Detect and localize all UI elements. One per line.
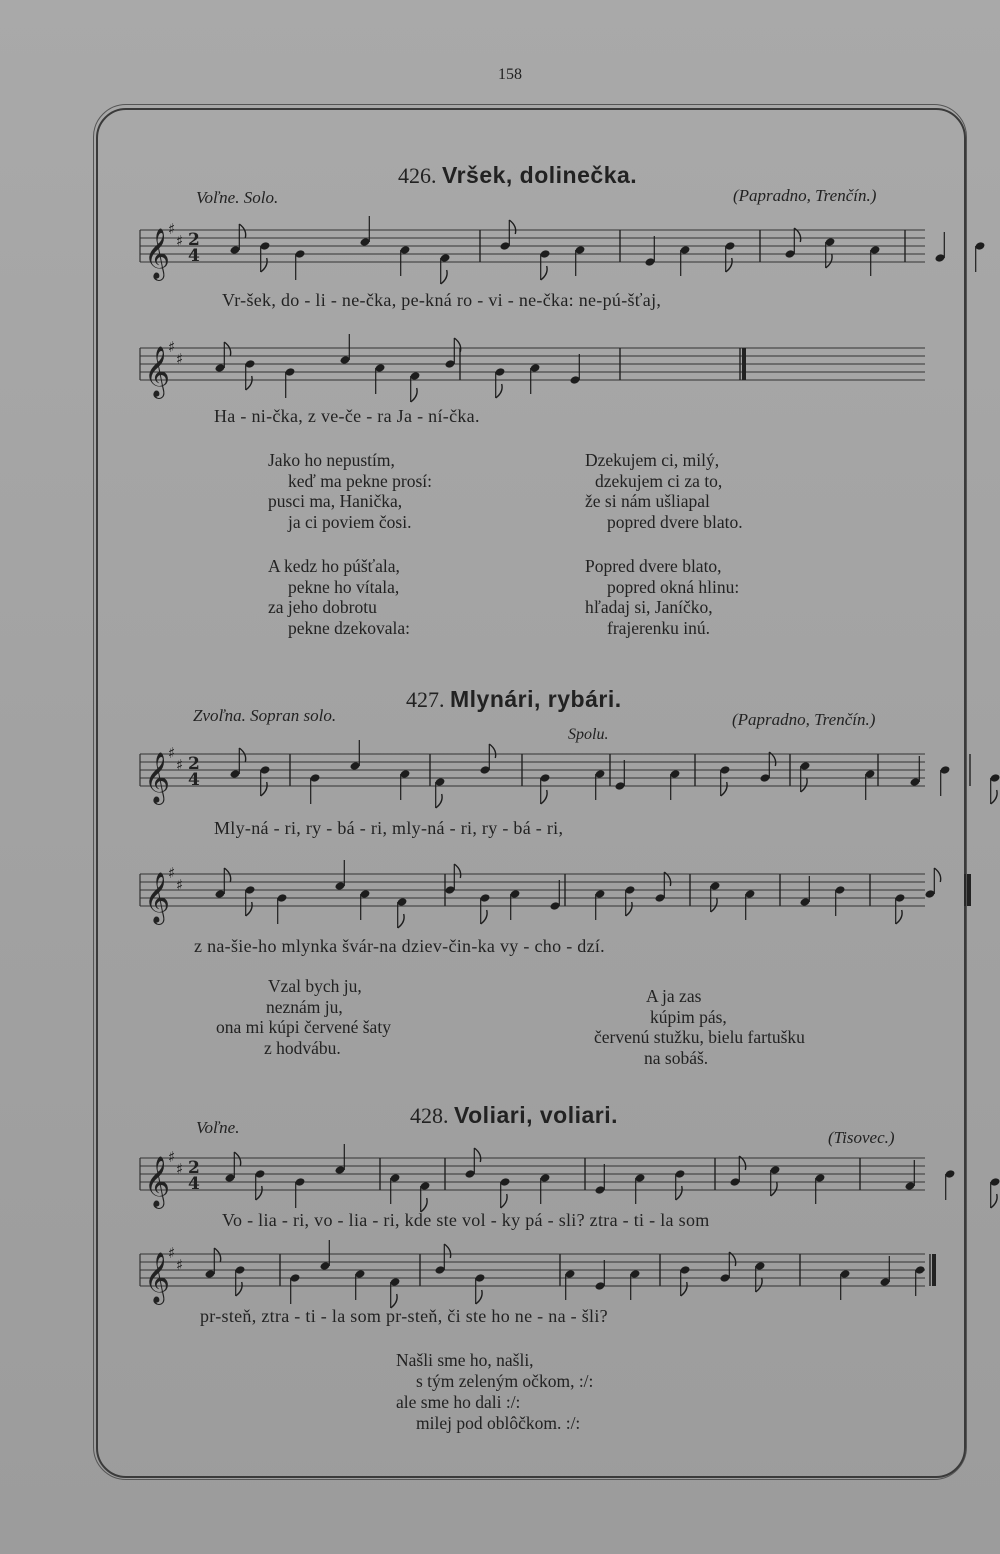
time-signature-bottom: 4 [188,246,200,266]
verse-line: milej pod oblôčkom. :/: [416,1413,581,1433]
note-flag [756,1278,762,1292]
lyrics-line: Vo - lia - ri, vo - lia - ri, kde ste vol - ky pá - sli? ztra - ti - la som [222,1210,710,1230]
verse-line: Jako ho nepustím, [268,450,395,470]
treble-clef-icon: 𝄞 [144,1156,171,1207]
sharp-icon: ♯ [168,220,176,238]
verse-line: keď ma pekne prosí: [288,470,432,491]
treble-clef-icon: 𝄞 [144,1252,171,1303]
time-signature-bottom: 4 [188,770,200,790]
verse-line: hľadaj si, Janíčko, [585,597,713,617]
lyrics-line: Vr-šek, do - li - ne-čka, pe-kná ro - vi - ne-čka: ne-pú-šťaj, [222,290,662,310]
music-staff [140,212,930,287]
music-staff [140,856,930,931]
note-flag [476,1290,482,1304]
note-flag [236,1282,242,1296]
verse-line: Dzekujem ci, milý, [585,450,720,470]
verse-line: kúpim pás, [650,1006,727,1027]
sharp-icon: ♯ [168,338,176,356]
music-staff [140,1236,930,1306]
verse-line: ona mi kúpi červené šaty [216,1017,391,1037]
note-flag [224,868,230,882]
note-flag [721,782,727,796]
note-flag [239,224,245,238]
note-flag [214,1248,220,1262]
note-flag [681,1282,687,1296]
note-flag [541,790,547,804]
song-title [398,162,637,189]
note-flag [398,914,404,928]
verse-block [396,1350,593,1434]
note-flag [411,388,417,402]
song-number: 426. [398,163,437,188]
lyrics-line: Mly-ná - ri, ry - bá - ri, mly-ná - ri, ry - bá - ri, [214,818,564,838]
note-flag [626,902,632,916]
verse-line: popred okná hlinu: [607,576,740,597]
note-flag [509,220,515,234]
note-flag [991,790,997,804]
lyrics-line: Ha - ni-čka, z ve-če - ra Ja - ní-čka. [214,406,480,426]
verse-line: pekne ho vítala, [288,576,400,597]
sharp-icon: ♯ [176,1160,184,1178]
song-number: 428. [410,1103,449,1128]
note-flag [246,902,252,916]
time-signature-bottom: 4 [188,1174,200,1194]
verse-line: A ja zas [646,986,702,1006]
sharp-icon: ♯ [168,744,176,762]
sharp-icon: ♯ [176,756,184,774]
verse-line: pusci ma, Hanička, [268,491,403,511]
time-signature-top: 2 [188,230,200,250]
sharp-icon: ♯ [168,1244,176,1262]
verse-line: červenú stužku, bielu fartušku [594,1027,805,1047]
verse-line: Popred dvere blato, [585,556,722,576]
tempo-marking: Voľne. Solo. [196,188,279,207]
page-number: 158 [498,66,522,83]
note-flag [771,1182,777,1196]
verse-line: za jeho dobrotu [268,597,377,617]
note-flag [224,342,230,356]
sharp-icon: ♯ [176,1256,184,1274]
song-origin: (Papradno, Trenčín.) [732,710,876,729]
lyrics-line: z na-šie-ho mlynka švár-na dziev-čin-ka vy - cho - dzí. [194,936,605,956]
note-flag [826,254,832,268]
note-flag [246,376,252,390]
note-flag [541,266,547,280]
music-staff [140,736,930,811]
lyrics-line: pr-steň, ztra - ti - la som pr-steň, či ste ho ne - na - šli? [200,1306,608,1326]
verse-line: popred dvere blato. [607,511,743,532]
song-name: Mlynári, rybári. [450,686,622,712]
verse-line: ale sme ho dali :/: [396,1392,521,1412]
note-flag [234,1152,240,1166]
sharp-icon: ♯ [168,864,176,882]
verse-line: že si nám ušliapal [585,491,710,511]
note-flag [261,258,267,272]
verse-block [268,556,410,638]
song-number: 427. [406,687,445,712]
music-staff [140,330,930,405]
song-title [406,686,622,713]
note-flag [489,744,495,758]
ensemble-marking: Spolu. [568,726,609,743]
verse-line: z hodvábu. [264,1037,341,1058]
song-name: Voliari, voliari. [454,1102,619,1128]
time-signature-top: 2 [188,1158,200,1178]
verse-line: frajerenku inú. [607,617,711,638]
verse-line: dzekujem ci za to, [595,470,723,491]
note-flag [256,1186,262,1200]
treble-clef-icon: 𝄞 [144,228,171,279]
note-flag [261,782,267,796]
verse-line: na sobáš. [644,1047,709,1068]
song-origin: (Tisovec.) [828,1128,895,1147]
song-title [410,1102,618,1129]
note-flag [441,270,447,284]
verse-line: s tým zeleným očkom, :/: [416,1371,594,1391]
note-flag [436,794,442,808]
note-flag [239,748,245,762]
tempo-marking: Voľne. [196,1118,240,1137]
verse-line: pekne dzekovala: [288,617,410,638]
sharp-icon: ♯ [176,350,184,368]
note-flag [726,258,732,272]
note-flag [501,1194,507,1208]
sharp-icon: ♯ [176,232,184,250]
note-flag [896,910,902,924]
verse-line: Našli sme ho, našli, [396,1350,534,1370]
treble-clef-icon: 𝄞 [144,346,171,397]
treble-clef-icon: 𝄞 [144,752,171,803]
sharp-icon: ♯ [176,876,184,894]
treble-clef-icon: 𝄞 [144,872,171,923]
verse-line: Vzal bych ju, [268,976,362,996]
verse-line: neznám ju, [266,996,343,1017]
verse-block [594,986,805,1068]
verse-line: ja ci poviem čosi. [288,511,412,532]
tempo-marking: Zvoľna. Sopran solo. [193,706,337,725]
verse-block [585,556,739,638]
note-flag [676,1186,682,1200]
note-flag [496,384,502,398]
note-flag [711,898,717,912]
song-name: Vršek, dolinečka. [442,162,638,188]
note-flag [454,864,460,878]
sharp-icon: ♯ [168,1148,176,1166]
verse-block [585,450,743,532]
note-flag [444,1244,450,1258]
note-flag [801,778,807,792]
note-flag [474,1148,480,1162]
time-signature-top: 2 [188,754,200,774]
verse-line: A kedz ho púšťala, [268,556,400,576]
music-staff [140,1140,930,1210]
verse-block [216,976,391,1058]
verse-block [268,450,432,532]
song-origin: (Papradno, Trenčín.) [733,186,877,205]
note-flag [481,910,487,924]
note-flag [991,1194,997,1208]
